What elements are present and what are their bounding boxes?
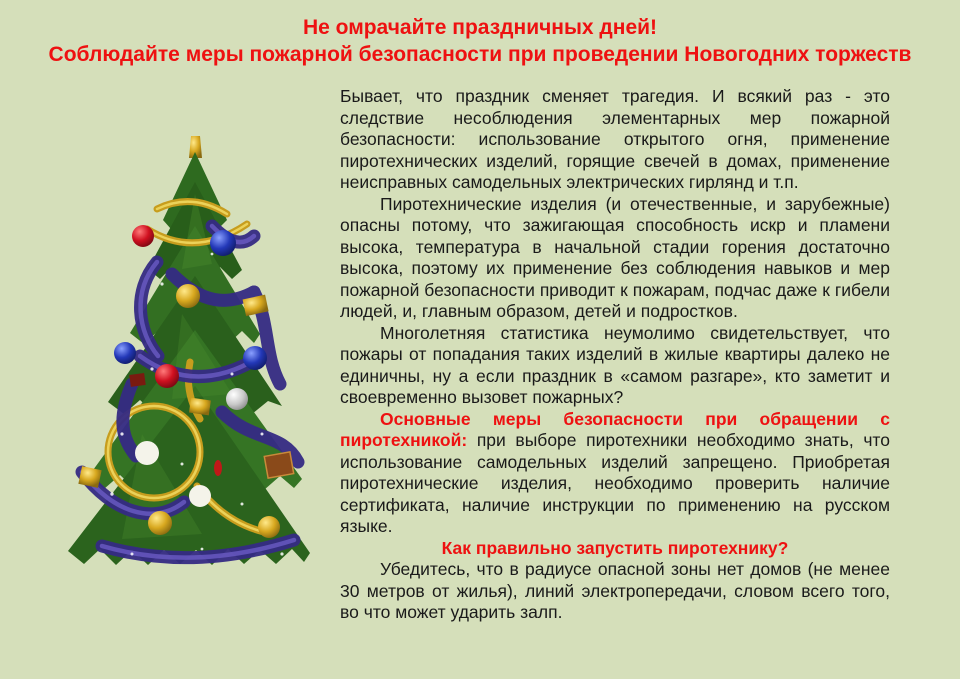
christmas-tree-icon xyxy=(62,134,342,574)
paragraph-1: Бывает, что праздник сменяет трагедия. И всякий раз - это следствие несоблюдения элементарных мер пожарной безопасности: использование открытого огня, применение пиротехнических изделий, горящие свечей в домах, применение неисправных самодельных электрических гирлянд и т.п. xyxy=(340,86,890,192)
safety-measures-lead: Основные меры безопасности при обращении с пиротехникой: xyxy=(340,408,890,450)
title-line-1: Не омрачайте праздничных дней! xyxy=(302,16,658,39)
paragraph-3: Многолетняя статистика неумолимо свидетельствует, что пожары от попадания таких изделий в жилые квартиры далеко не единичны, ну а если праздник в «самом разгаре», кто заметит и своевременно вызовет пожарных? xyxy=(340,322,890,407)
paragraph-2: Пиротехнические изделия (и отечественные, и зарубежные) опасны потому, что зажигающая способность искр и пламени высока, температура в начальной стадии горения достаточно высока, поэтому их применение без соблюдения навыков и мер пожарной безопасности приводит к пожарам, подчас даже к гибели людей, и, главным образом, детей и подростков. xyxy=(340,193,890,321)
paragraph-4-rest: при выборе пиротехники необходимо знать, что использование самодельных изделий запрещено. Приобретая пиротехнические изделия, необходимо проверить наличие сертификата, наличие инструкции по применению на русском языке. xyxy=(340,430,890,536)
how-to-launch-heading: Как правильно запустить пиротехнику? xyxy=(441,537,789,558)
paragraph-5: Убедитесь, что в радиусе опасной зоны нет домов (не менее 30 метров от жилья), линий электропередачи, словом всего того, во что может ударить залп. xyxy=(340,559,890,622)
poster-title xyxy=(0,0,960,68)
poster-body xyxy=(62,86,890,624)
title-line-2: Соблюдайте меры пожарной безопасности при проведении Новогодних торжеств xyxy=(48,43,912,66)
christmas-tree-image xyxy=(62,86,340,623)
